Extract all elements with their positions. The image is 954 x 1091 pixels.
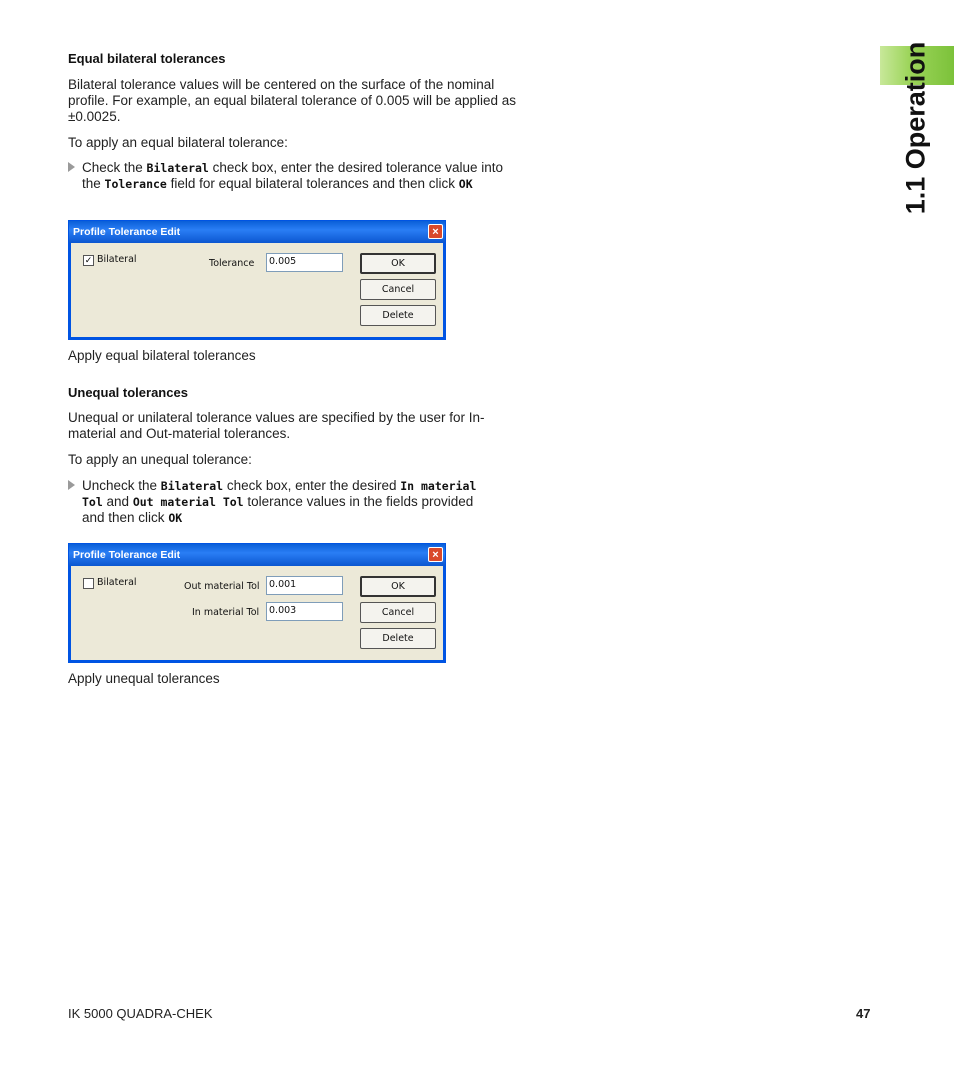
figure-caption: Apply unequal tolerances	[68, 671, 220, 686]
section-heading-equal: Equal bilateral tolerances	[68, 51, 226, 66]
step-arrow-icon	[68, 480, 75, 490]
dialog-body	[69, 243, 445, 339]
step-arrow-icon	[68, 162, 75, 172]
dialog-titlebar: Profile Tolerance Edit ×	[69, 544, 445, 566]
dialog-body	[69, 566, 445, 662]
section-heading-unequal: Unequal tolerances	[68, 385, 188, 400]
profile-tolerance-dialog	[68, 220, 446, 340]
close-icon[interactable]: ×	[428, 547, 443, 562]
cancel-button[interactable]: Cancel	[360, 279, 436, 300]
out-material-tol-input[interactable]: 0.001	[266, 576, 343, 595]
ok-button[interactable]: OK	[360, 576, 436, 597]
ok-button[interactable]: OK	[360, 253, 436, 274]
section-tab-label: 1.1 Operation	[900, 41, 931, 215]
bilateral-label: Bilateral	[97, 254, 137, 265]
profile-tolerance-dialog	[68, 543, 446, 663]
paragraph: Bilateral tolerance values will be centered on the surface of the nominal profile. For example, an equal bilateral tolerance of 0.005 will be applied as ±0.0025.	[68, 77, 517, 124]
footer-product: IK 5000 QUADRA-CHEK	[68, 1006, 213, 1021]
delete-button[interactable]: Delete	[360, 628, 436, 649]
in-material-tol-label: In material Tol	[192, 607, 260, 618]
paragraph: To apply an equal bilateral tolerance:	[68, 135, 288, 150]
step-instruction: Check the Bilateral check box, enter the desired tolerance value into the Tolerance field for equal bilateral tolerances and then click OK	[82, 160, 504, 191]
paragraph: Unequal or unilateral tolerance values are specified by the user for In-material and Out-material tolerances.	[68, 410, 485, 441]
page-number: 47	[856, 1006, 871, 1021]
close-icon[interactable]: ×	[428, 224, 443, 239]
out-material-tol-label: Out material Tol	[184, 581, 260, 592]
tolerance-label: Tolerance	[209, 258, 255, 269]
in-material-tol-input[interactable]: 0.003	[266, 602, 343, 621]
step-instruction: Uncheck the Bilateral check box, enter the desired In material Tol and Out material Tol tolerance values in the fields provided and then click OK	[82, 478, 477, 525]
cancel-button[interactable]: Cancel	[360, 602, 436, 623]
tolerance-input[interactable]: 0.005	[266, 253, 343, 272]
bilateral-checkbox[interactable]: ✓	[84, 255, 93, 265]
delete-button[interactable]: Delete	[360, 305, 436, 326]
dialog-titlebar: Profile Tolerance Edit ×	[69, 221, 445, 243]
bilateral-label: Bilateral	[97, 577, 137, 588]
paragraph: To apply an unequal tolerance:	[68, 452, 252, 467]
bilateral-checkbox[interactable]	[83, 578, 94, 589]
figure-caption: Apply equal bilateral tolerances	[68, 348, 256, 363]
